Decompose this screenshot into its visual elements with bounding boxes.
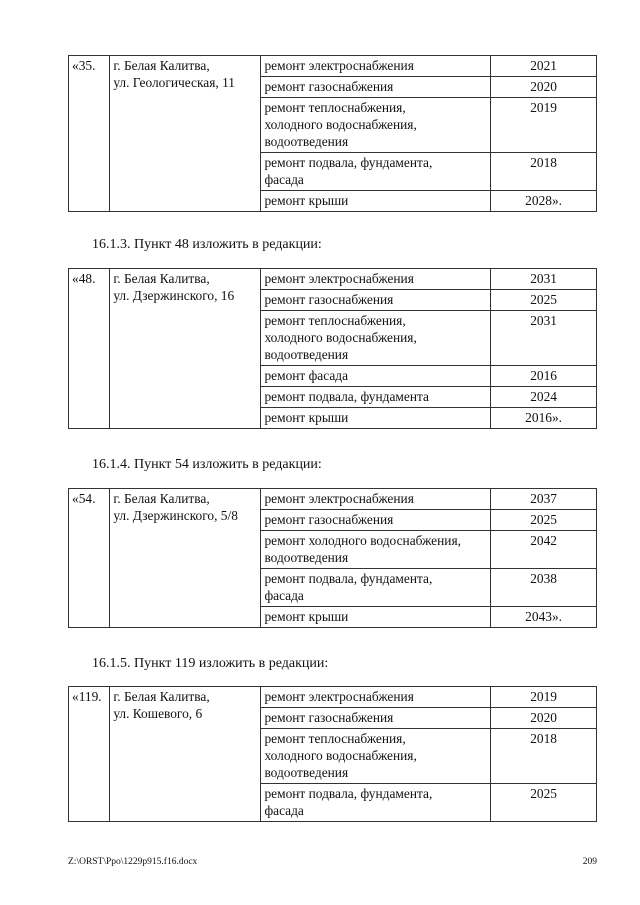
text-line: ремонт теплоснабжения,	[264, 731, 406, 746]
work-type-cell	[261, 290, 491, 311]
work-type-cell	[261, 98, 491, 153]
text-line: фасада	[264, 803, 304, 818]
work-type-cell	[261, 387, 491, 408]
year-cell: 2025	[491, 290, 597, 311]
text-line: ремонт подвала, фундамента,	[264, 571, 433, 586]
text-line: холодного водоснабжения,	[264, 330, 417, 345]
address-cell	[110, 489, 261, 628]
year-cell: 2042	[491, 531, 597, 569]
year-cell: 2019	[491, 687, 597, 708]
item-number: «35.	[69, 56, 110, 212]
year-cell: 2025	[491, 784, 597, 822]
year-cell: 2018	[491, 153, 597, 191]
works-table	[68, 268, 597, 429]
work-type-cell	[261, 489, 491, 510]
work-type-cell	[261, 708, 491, 729]
text-line: водоотведения	[264, 550, 349, 565]
year-cell: 2024	[491, 387, 597, 408]
work-type-cell	[261, 153, 491, 191]
works-table	[68, 686, 597, 822]
amendment-paragraph: 16.1.3. Пункт 48 изложить в редакции:	[92, 237, 322, 252]
text-line: ремонт подвала, фундамента,	[264, 155, 433, 170]
text-line: фасада	[264, 172, 304, 187]
text-line: г. Белая Калитва,	[113, 58, 210, 73]
text-line: ремонт фасада	[264, 368, 349, 383]
work-type-cell	[261, 729, 491, 784]
year-cell: 2021	[491, 56, 597, 77]
address-cell	[110, 687, 261, 822]
text-line: ремонт электроснабжения	[264, 271, 414, 286]
table-row	[69, 489, 597, 510]
text-line: ремонт подвала, фундамента	[264, 389, 429, 404]
text-line: ремонт газоснабжения	[264, 292, 394, 307]
year-cell: 2016	[491, 366, 597, 387]
work-type-cell	[261, 569, 491, 607]
year-cell: 2037	[491, 489, 597, 510]
text-line: ремонт холодного водоснабжения,	[264, 533, 461, 548]
work-type-cell	[261, 191, 491, 212]
text-line: ремонт теплоснабжения,	[264, 313, 406, 328]
year-cell: 2028».	[491, 191, 597, 212]
text-line: ремонт электроснабжения	[264, 491, 414, 506]
text-line: ремонт электроснабжения	[264, 58, 414, 73]
text-line: ремонт теплоснабжения,	[264, 100, 406, 115]
year-cell: 2016».	[491, 408, 597, 429]
text-line: ул. Дзержинского, 16	[113, 288, 235, 303]
work-type-cell	[261, 510, 491, 531]
footer-page-number: 209	[582, 857, 597, 867]
text-line: ул. Дзержинского, 5/8	[113, 508, 238, 523]
year-cell: 2020	[491, 77, 597, 98]
work-type-cell	[261, 56, 491, 77]
table-row	[69, 687, 597, 708]
text-line: г. Белая Калитва,	[113, 689, 210, 704]
item-number: «119.	[69, 687, 110, 822]
work-type-cell	[261, 784, 491, 822]
text-line: ул. Кошевого, 6	[113, 706, 203, 721]
works-table	[68, 55, 597, 212]
work-type-cell	[261, 687, 491, 708]
year-cell: 2031	[491, 269, 597, 290]
text-line: ремонт электроснабжения	[264, 689, 414, 704]
text-line: фасада	[264, 588, 304, 603]
text-line: ремонт крыши	[264, 410, 349, 425]
address-cell	[110, 56, 261, 212]
text-line: ул. Геологическая, 11	[113, 75, 235, 90]
work-type-cell	[261, 311, 491, 366]
footer-file-path: Z:\ORST\Ppo\1229p915.f16.docx	[68, 857, 198, 867]
table-row	[69, 269, 597, 290]
work-type-cell	[261, 408, 491, 429]
text-line: холодного водоснабжения,	[264, 748, 417, 763]
work-type-cell	[261, 366, 491, 387]
text-line: водоотведения	[264, 134, 349, 149]
works-table	[68, 488, 597, 628]
year-cell: 2019	[491, 98, 597, 153]
work-type-cell	[261, 77, 491, 98]
year-cell: 2031	[491, 311, 597, 366]
text-line: ремонт подвала, фундамента,	[264, 786, 433, 801]
table-row	[69, 56, 597, 77]
work-type-cell	[261, 269, 491, 290]
text-line: ремонт газоснабжения	[264, 710, 394, 725]
item-number: «54.	[69, 489, 110, 628]
text-line: водоотведения	[264, 765, 349, 780]
text-line: водоотведения	[264, 347, 349, 362]
text-line: г. Белая Калитва,	[113, 491, 210, 506]
text-line: ремонт газоснабжения	[264, 512, 394, 527]
text-line: г. Белая Калитва,	[113, 271, 210, 286]
text-line: холодного водоснабжения,	[264, 117, 417, 132]
year-cell: 2020	[491, 708, 597, 729]
text-line: ремонт газоснабжения	[264, 79, 394, 94]
work-type-cell	[261, 531, 491, 569]
amendment-paragraph: 16.1.4. Пункт 54 изложить в редакции:	[92, 457, 322, 472]
item-number: «48.	[69, 269, 110, 429]
work-type-cell	[261, 607, 491, 628]
text-line: ремонт крыши	[264, 609, 349, 624]
text-line: ремонт крыши	[264, 193, 349, 208]
address-cell	[110, 269, 261, 429]
amendment-paragraph: 16.1.5. Пункт 119 изложить в редакции:	[92, 656, 329, 671]
year-cell: 2025	[491, 510, 597, 531]
year-cell: 2043».	[491, 607, 597, 628]
year-cell: 2038	[491, 569, 597, 607]
year-cell: 2018	[491, 729, 597, 784]
